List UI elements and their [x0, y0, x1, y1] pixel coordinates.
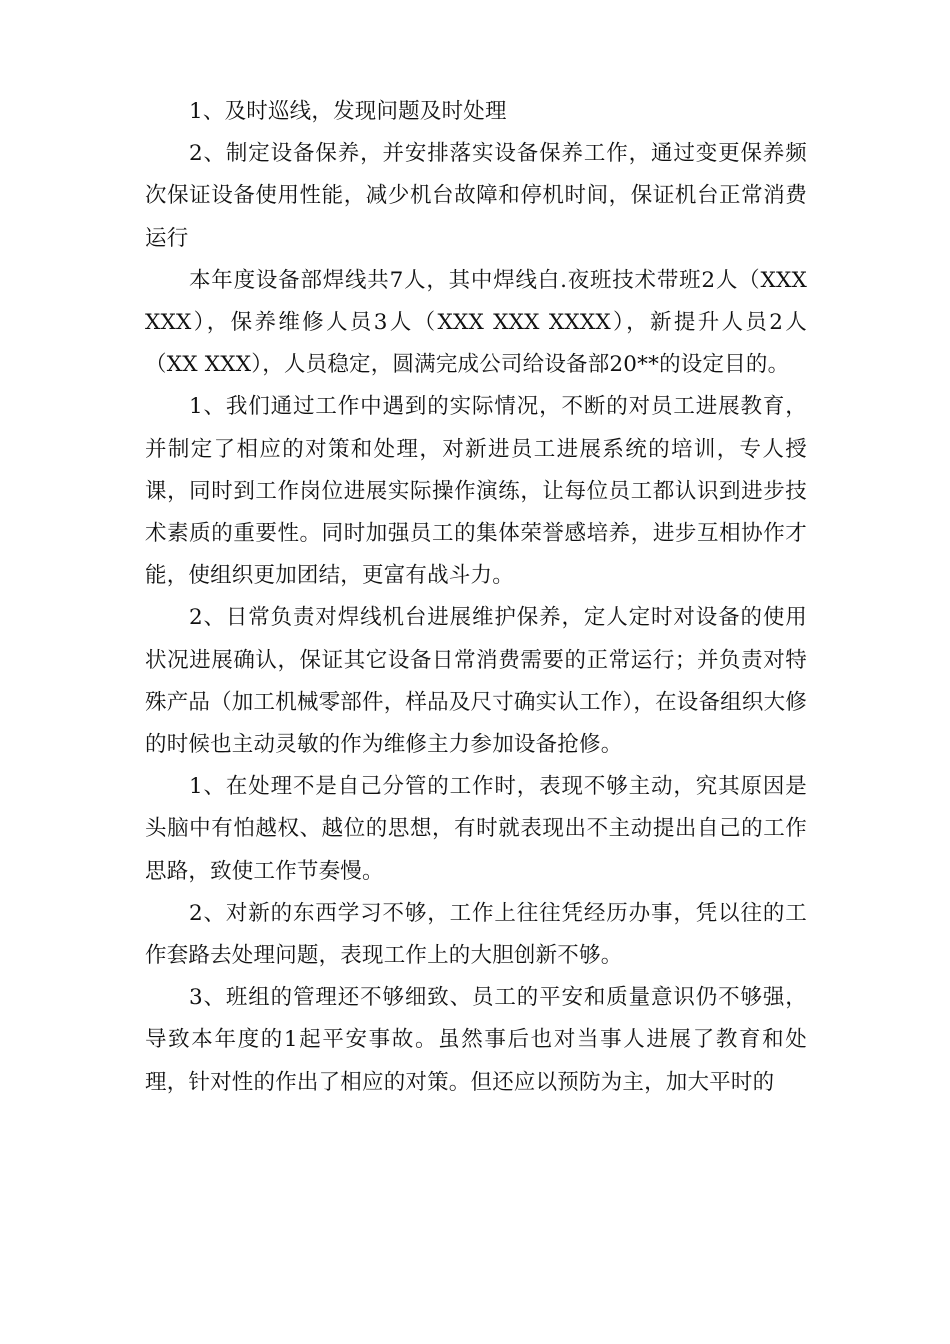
document-body	[145, 91, 807, 1104]
paragraph-weakness-learning: 2、对新的东西学习不够，工作上往往凭经历办事，凭以往的工作套路去处理问题，表现工作上的大胆创新不够。	[145, 900, 807, 969]
paragraph-patrol: 1、及时巡线，发现问题及时处理	[189, 99, 507, 124]
paragraph-daily-maintenance: 2、日常负责对焊线机台进展维护保养，定人定时对设备的使用状况进展确认，保证其它设备日常消费需要的正常运行；并负责对特殊产品（加工机械零部件，样品及尺寸确实认工作），在设备组织大修的时候也主动灵敏的作为维修主力参加设备抢修。	[145, 605, 807, 758]
paragraph-maintenance-plan: 2、制定设备保养，并安排落实设备保养工作，通过变更保养频次保证设备使用性能，减少机台故障和停机时间，保证机台正常消费运行	[145, 141, 807, 251]
paragraph-weakness-management: 3、班组的管理还不够细致、员工的平安和质量意识仍不够强，导致本年度的1起平安事故。虽然事后也对当事人进展了教育和处理，针对性的作出了相应的对策。但还应以预防为主，加大平时的	[145, 985, 807, 1095]
paragraph-training: 1、我们通过工作中遇到的实际情况，不断的对员工进展教育，并制定了相应的对策和处理，对新进员工进展系统的培训，专人授课，同时到工作岗位进展实际操作演练，让每位员工都认识到进步技术素质的重要性。同时加强员工的集体荣誉感培养，进步互相协作才能，使组织更加团结，更富有战斗力。	[145, 394, 807, 589]
paragraph-staffing: 本年度设备部焊线共7人，其中焊线白.夜班技术带班2人（XXX XXX），保养维修人员3人（XXX XXX XXXX），新提升人员2人（XX XXX），人员稳定，圆满完成公司给设备部20**的设定目的。	[145, 267, 807, 378]
paragraph-weakness-initiative: 1、在处理不是自己分管的工作时，表现不够主动，究其原因是头脑中有怕越权、越位的思想，有时就表现出不主动提出自己的工作思路，致使工作节奏慢。	[145, 774, 807, 884]
